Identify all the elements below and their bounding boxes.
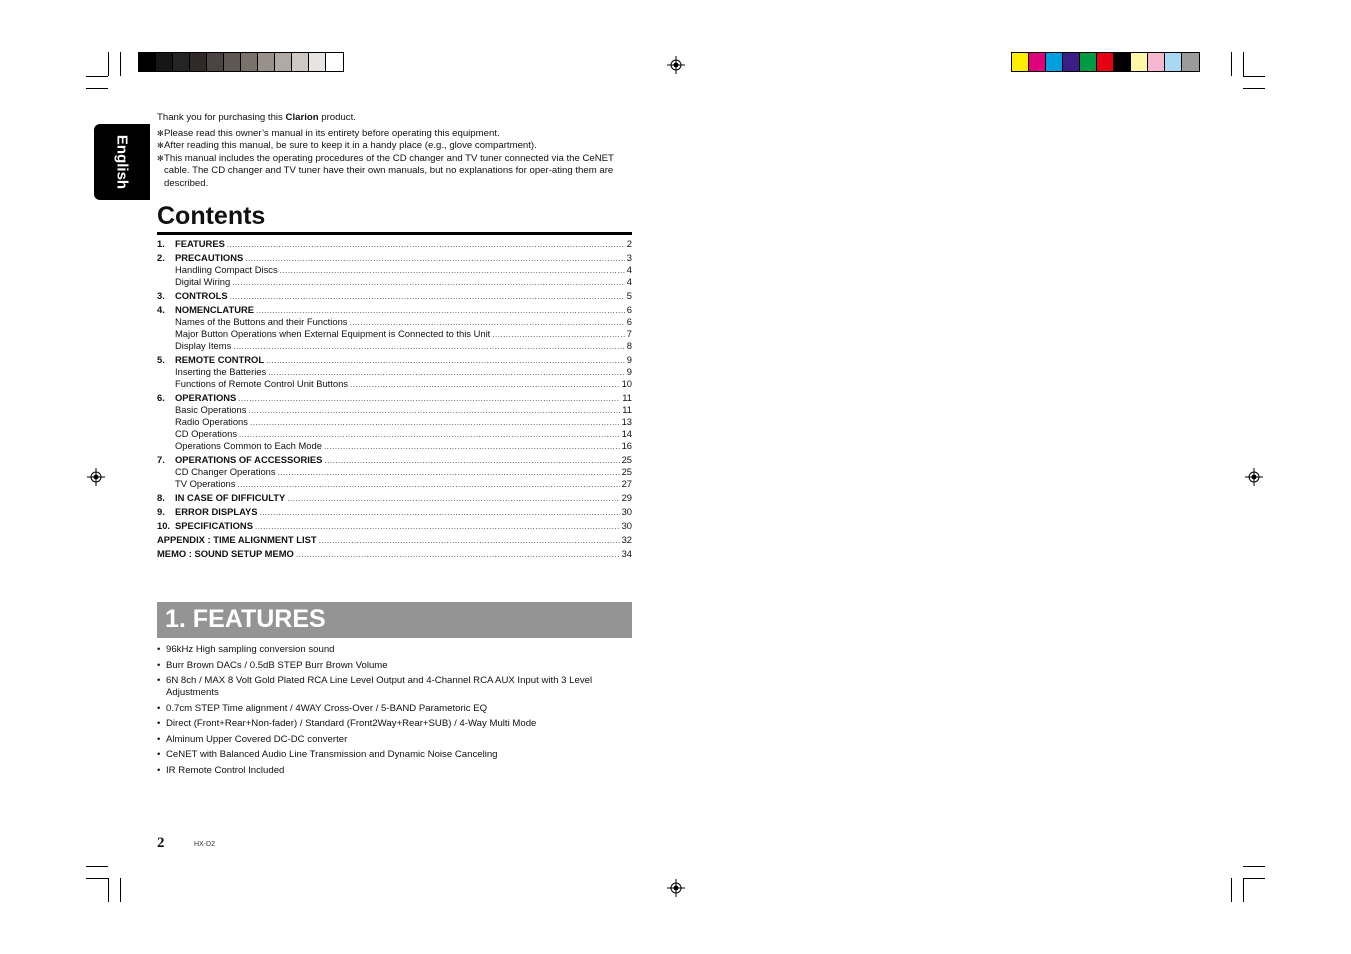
toc-entry-label: MEMO : SOUND SETUP MEMO [157,548,294,559]
toc-entry[interactable] [157,290,632,302]
toc-entry-page: 4 [626,264,632,275]
toc-entry-page: 30 [621,506,632,517]
toc-entry-label: Operations Common to Each Mode [175,440,322,451]
toc-leader-dots [324,441,620,453]
calibration-swatch [190,53,207,71]
toc-entry-page: 30 [621,520,632,531]
toc-entry[interactable] [157,340,632,352]
toc-entry[interactable] [157,238,632,250]
calibration-swatch [156,53,173,71]
toc-leader-dots [266,355,625,367]
brand-name: Clarion [285,112,319,123]
calibration-swatch [1165,53,1182,71]
toc-leader-dots [230,291,625,303]
toc-entry[interactable] [157,392,632,404]
toc-entry-page: 11 [622,392,632,403]
toc-entry-label: TV Operations [175,478,236,489]
toc-entry-page: 9 [626,366,632,377]
intro-lead-text: Thank you for purchasing this [157,112,286,123]
asterisk-bullet-icon: ✻ [157,153,164,163]
asterisk-bullet-icon: ✻ [157,128,164,138]
calibration-swatch [1012,53,1029,71]
toc-entry-page: 25 [621,454,632,465]
toc-leader-dots [248,405,620,417]
toc-entry-page: 29 [621,492,632,503]
calibration-swatch [139,53,156,71]
toc-entry-label: Handling Compact Discs [175,264,278,275]
intro-note-text: This manual includes the operating procedures of the CD changer and TV tuner connected via the CeNET cable. The CD changer and TV tuner have their own manuals, but no explanations for oper-ating them are described. [164,152,614,189]
registration-mark-icon [667,56,685,74]
toc-leader-dots [278,467,620,479]
toc-entry-label: NOMENCLATURE [175,304,254,315]
toc-entry-label: REMOTE CONTROL [175,354,265,365]
toc-leader-dots [280,265,625,277]
toc-entry[interactable] [157,378,632,390]
toc-entry-label: Names of the Buttons and their Functions [175,316,348,327]
toc-entry-label: SPECIFICATIONS [175,520,253,531]
toc-leader-dots [492,329,625,341]
toc-entry[interactable] [157,492,632,504]
toc-leader-dots [259,507,619,519]
calibration-swatch [309,53,326,71]
toc-leader-dots [238,393,620,405]
toc-leader-dots [237,479,619,491]
toc-entry[interactable] [157,428,632,440]
toc-entry-label: Functions of Remote Control Unit Buttons [175,378,348,389]
feature-item: • 96kHz High sampling conversion sound [157,644,633,656]
toc-leader-dots [296,549,620,561]
calibration-swatch [1080,53,1097,71]
toc-entry-label: CD Changer Operations [175,466,276,477]
toc-entry-page: 9 [626,354,632,365]
toc-entry-number: 5. [157,354,165,365]
grayscale-calibration-bar [138,52,344,72]
toc-entry-label: OPERATIONS [175,392,237,403]
features-list [157,644,633,777]
toc-entry-page: 32 [621,534,632,545]
toc-entry-label: CONTROLS [175,290,228,301]
calibration-swatch [207,53,224,71]
toc-entry-number: 6. [157,392,165,403]
toc-entry-label: Major Button Operations when External Equipment is Connected to this Unit [175,328,491,339]
toc-entry-label: ERROR DISPLAYS [175,506,258,517]
toc-entry-label: Display Items [175,340,232,351]
language-tab-label: English [113,134,131,190]
toc-entry-label: Digital Wiring [175,276,231,287]
registration-mark-icon [667,879,685,897]
toc-entry-page: 6 [626,304,632,315]
toc-entry[interactable] [157,366,632,378]
toc-entry-page: 10 [621,378,632,389]
toc-leader-dots [319,535,620,547]
toc-entry[interactable] [157,276,632,288]
feature-item: • Alminum Upper Covered DC-DC converter [157,734,633,746]
registration-mark-icon [87,468,105,486]
intro-lead-suffix: product. [318,112,356,123]
intro-notes [157,128,633,191]
toc-entry-page: 6 [626,316,632,327]
toc-leader-dots [350,379,620,391]
toc-entry-number: 1. [157,238,165,249]
toc-entry-page: 2 [626,238,632,249]
calibration-swatch [258,53,275,71]
toc-entry[interactable] [157,354,632,366]
asterisk-bullet-icon: ✻ [157,141,164,151]
calibration-swatch [1148,53,1165,71]
toc-entry[interactable] [157,534,632,546]
calibration-swatch [1046,53,1063,71]
feature-item: • CeNET with Balanced Audio Line Transmission and Dynamic Noise Canceling [157,749,633,761]
intro-note [157,140,633,153]
toc-entry-number: 2. [157,252,165,263]
feature-item: • Direct (Front+Rear+Non-fader) / Standard (Front2Way+Rear+SUB) / 4-Way Multi Mode [157,718,633,730]
toc-entry-page: 25 [621,466,632,477]
toc-entry-label: IN CASE OF DIFFICULTY [175,492,286,503]
feature-item: • Burr Brown DACs / 0.5dB STEP Burr Brown Volume [157,660,633,672]
calibration-swatch [224,53,241,71]
toc-leader-dots [227,239,625,251]
toc-entry-page: 14 [621,428,632,439]
page-number: 2 [157,835,165,851]
toc-entry-label: PRECAUTIONS [175,252,244,263]
toc-entry-number: 9. [157,506,165,517]
calibration-swatch [1182,53,1199,71]
toc-entry-page: 34 [621,548,632,559]
toc-leader-dots [233,341,625,353]
toc-entry-page: 8 [626,340,632,351]
toc-entry[interactable] [157,478,632,490]
toc-entry[interactable] [157,520,632,532]
features-heading: 1. FEATURES [165,605,326,633]
calibration-swatch [1063,53,1080,71]
toc-entry-number: 3. [157,290,165,301]
toc-entry[interactable] [157,252,632,264]
toc-entry-label: APPENDIX : TIME ALIGNMENT LIST [157,534,317,545]
color-calibration-bar [1011,52,1200,72]
table-of-contents [157,238,632,560]
toc-entry[interactable] [157,506,632,518]
features-section-banner [157,602,632,638]
intro-note [157,153,633,191]
model-number: HX-D2 [194,841,216,848]
toc-entry-page: 3 [626,252,632,263]
intro-section [157,112,633,191]
feature-item: • 0.7cm STEP Time alignment / 4WAY Cross-Over / 5-BAND Parametoric EQ [157,703,633,715]
toc-entry[interactable] [157,466,632,478]
intro-note-text: Please read this owner’s manual in its entirety before operating this equipment. [164,127,500,139]
toc-entry-page: 16 [621,440,632,451]
toc-entry-label: Radio Operations [175,416,248,427]
calibration-swatch [292,53,309,71]
intro-note-text: After reading this manual, be sure to keep it in a handy place (e.g., glove compartment). [164,140,537,152]
toc-entry[interactable] [157,440,632,452]
toc-leader-dots [255,521,620,533]
toc-entry-label: FEATURES [175,238,225,249]
toc-leader-dots [287,493,619,505]
toc-entry-label: Inserting the Batteries [175,366,267,377]
feature-item: • IR Remote Control Included [157,765,633,777]
toc-entry[interactable] [157,416,632,428]
toc-leader-dots [324,455,619,467]
calibration-swatch [241,53,258,71]
toc-entry-page: 11 [622,404,632,415]
intro-lead [157,112,633,125]
calibration-swatch [1029,53,1046,71]
toc-entry-number: 8. [157,492,165,503]
toc-entry-number: 7. [157,454,165,465]
contents-heading: Contents [157,200,632,235]
toc-leader-dots [232,277,625,289]
registration-mark-icon [1245,468,1263,486]
toc-entry-page: 7 [626,328,632,339]
toc-entry-number: 10. [157,520,171,531]
toc-entry-number: 4. [157,304,165,315]
language-tab [94,124,150,200]
calibration-swatch [326,53,343,71]
toc-entry[interactable] [157,454,632,466]
toc-entry[interactable] [157,328,632,340]
calibration-swatch [1131,53,1148,71]
toc-entry-label: CD Operations [175,428,238,439]
calibration-swatch [173,53,190,71]
features-list-section [157,644,633,780]
toc-leader-dots [250,417,620,429]
calibration-swatch [1097,53,1114,71]
intro-note [157,128,633,141]
toc-entry-page: 13 [621,416,632,427]
toc-entry-label: Basic Operations [175,404,247,415]
toc-entry-page: 4 [626,276,632,287]
toc-leader-dots [245,253,625,265]
calibration-swatch [1114,53,1131,71]
toc-entry-label: OPERATIONS OF ACCESSORIES [175,454,323,465]
calibration-swatch [275,53,292,71]
toc-entry[interactable] [157,548,632,560]
toc-entry-page: 5 [626,290,632,301]
toc-entry[interactable] [157,264,632,276]
toc-entry[interactable] [157,316,632,328]
toc-entry-page: 27 [621,478,632,489]
feature-item: • 6N 8ch / MAX 8 Volt Gold Plated RCA Line Level Output and 4-Channel RCA AUX Input with 3 Level Adjustments [157,675,633,699]
toc-entry[interactable] [157,304,632,316]
toc-entry[interactable] [157,404,632,416]
